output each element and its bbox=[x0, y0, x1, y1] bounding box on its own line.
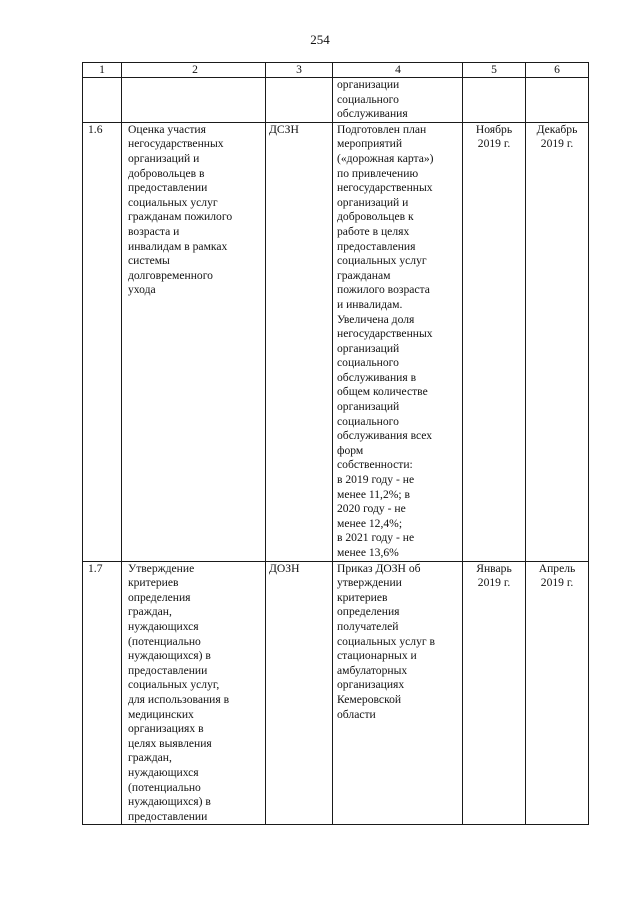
end-date-cell bbox=[526, 122, 589, 561]
text-line: организации bbox=[337, 78, 400, 91]
cont-cell-1 bbox=[83, 78, 122, 123]
text-line: граждан, bbox=[128, 605, 172, 619]
header-col-6: 6 bbox=[526, 63, 589, 78]
text-line: пожилого возраста bbox=[337, 283, 430, 297]
start-date-cell bbox=[463, 122, 526, 561]
text-line: работе в целях bbox=[337, 224, 410, 238]
text-line: организаций bbox=[337, 400, 400, 414]
text-line: добровольцев в bbox=[128, 166, 205, 180]
text-line: Январь bbox=[476, 561, 512, 575]
text-line: обслуживания всех bbox=[337, 429, 433, 443]
page-number: 254 bbox=[310, 32, 330, 47]
header-col-5: 5 bbox=[463, 63, 526, 78]
text-line: предоставлении bbox=[128, 809, 208, 823]
start-date-cell bbox=[463, 561, 526, 825]
text-line: 2019 г. bbox=[540, 137, 574, 151]
text-line: возраста и bbox=[128, 224, 180, 238]
event-name-cell bbox=[122, 561, 266, 825]
header-col-1: 1 bbox=[83, 63, 122, 78]
text-line: организаций bbox=[337, 341, 400, 355]
text-line: социальных услуг в bbox=[337, 634, 436, 648]
text-line: определения bbox=[337, 605, 400, 619]
text-line: области bbox=[337, 707, 376, 721]
text-line: Ноябрь bbox=[475, 122, 513, 136]
text-line: менее 12,4%; bbox=[337, 516, 403, 530]
cont-result-cell bbox=[333, 78, 463, 123]
cont-cell-6 bbox=[526, 78, 589, 123]
text-line: 2019 г. bbox=[477, 576, 511, 590]
text-line: ухода bbox=[128, 283, 156, 297]
text-line: 2019 г. bbox=[540, 576, 574, 590]
text-line: организациях в bbox=[128, 722, 204, 736]
text-line: долговременного bbox=[128, 268, 213, 282]
text-line: Увеличена доля bbox=[337, 312, 415, 326]
table-row-1-7 bbox=[83, 561, 589, 825]
text-line: в 2021 году - не bbox=[337, 531, 415, 545]
table-row-continuation bbox=[83, 78, 589, 123]
header-col-2: 2 bbox=[122, 63, 266, 78]
text-line: критериев bbox=[128, 576, 179, 590]
text-line: Утверждение bbox=[128, 561, 195, 575]
text-line: инвалидам в рамках bbox=[128, 239, 228, 253]
text-line: 2020 году - не bbox=[337, 502, 406, 516]
text-line: обслуживания в bbox=[337, 370, 417, 384]
text-line: предоставлении bbox=[128, 663, 208, 677]
cont-cell-3 bbox=[266, 78, 333, 123]
text-line: предоставления bbox=[337, 239, 416, 253]
table-header-row bbox=[83, 63, 589, 78]
text-line: определения bbox=[128, 590, 191, 604]
measures-table bbox=[82, 62, 589, 825]
executor-cell: ДОЗН bbox=[266, 561, 333, 825]
row-number: 1.6 bbox=[83, 122, 122, 561]
header-col-4: 4 bbox=[333, 63, 463, 78]
text-line: негосударственных bbox=[128, 137, 224, 151]
table-row-1-6 bbox=[83, 122, 589, 561]
text-line: менее 11,2%; в bbox=[337, 487, 410, 501]
cont-cell-2 bbox=[122, 78, 266, 123]
event-name-cell bbox=[122, 122, 266, 561]
text-line: социальных услуг bbox=[128, 195, 218, 209]
text-line: амбулаторных bbox=[337, 663, 408, 677]
text-line: получателей bbox=[337, 619, 399, 633]
text-line: утверждении bbox=[337, 576, 402, 590]
text-line: и инвалидам. bbox=[337, 297, 403, 311]
text-line: общем количестве bbox=[337, 385, 428, 399]
text-line: («дорожная карта») bbox=[337, 151, 434, 165]
row-number: 1.7 bbox=[83, 561, 122, 825]
result-cell bbox=[333, 561, 463, 825]
text-line: гражданам bbox=[337, 268, 391, 282]
text-line: организаций и bbox=[128, 151, 200, 165]
end-date-cell bbox=[526, 561, 589, 825]
text-line: Апрель bbox=[538, 561, 576, 575]
text-line: целях выявления bbox=[128, 736, 212, 750]
text-line: Кемеровской bbox=[337, 692, 402, 706]
text-line: мероприятий bbox=[337, 137, 403, 151]
text-line: Приказ ДОЗН об bbox=[337, 561, 421, 575]
text-line: Декабрь bbox=[536, 122, 578, 136]
text-line: обслуживания bbox=[337, 107, 408, 121]
text-line: организациях bbox=[337, 678, 405, 692]
text-line: нуждающихся bbox=[128, 765, 199, 779]
text-line: добровольцев к bbox=[337, 210, 414, 224]
text-line: для использования в bbox=[128, 692, 230, 706]
executor-cell: ДСЗН bbox=[266, 122, 333, 561]
text-line: (потенциально bbox=[128, 780, 201, 794]
text-line: 2019 г. bbox=[477, 137, 511, 151]
text-line: социальных услуг, bbox=[128, 678, 220, 692]
text-line: организаций и bbox=[337, 195, 409, 209]
text-line: менее 13,6% bbox=[337, 546, 399, 559]
text-line: социального bbox=[337, 414, 399, 428]
text-line: нуждающихся) в bbox=[128, 649, 211, 663]
text-line: форм bbox=[337, 443, 364, 457]
result-cell bbox=[333, 122, 463, 561]
text-line: нуждающихся) в bbox=[128, 795, 211, 809]
header-col-3: 3 bbox=[266, 63, 333, 78]
text-line: стационарных и bbox=[337, 649, 417, 663]
text-line: граждан, bbox=[128, 751, 172, 765]
text-line: Оценка участия bbox=[128, 122, 206, 136]
text-line: социальных услуг bbox=[337, 254, 427, 268]
text-line: Подготовлен план bbox=[337, 122, 427, 136]
text-line: критериев bbox=[337, 590, 388, 604]
text-line: (потенциально bbox=[128, 634, 201, 648]
text-line: нуждающихся bbox=[128, 619, 199, 633]
text-line: гражданам пожилого bbox=[128, 210, 233, 224]
cont-cell-5 bbox=[463, 78, 526, 123]
text-line: медицинских bbox=[128, 707, 194, 721]
text-line: негосударственных bbox=[337, 327, 433, 341]
text-line: системы bbox=[128, 254, 170, 268]
text-line: негосударственных bbox=[337, 181, 433, 195]
text-line: собственности: bbox=[337, 458, 413, 472]
text-line: социального bbox=[337, 92, 399, 106]
text-line: предоставлении bbox=[128, 181, 208, 195]
text-line: по привлечению bbox=[337, 166, 419, 180]
text-line: социального bbox=[337, 356, 399, 370]
text-line: в 2019 году - не bbox=[337, 473, 415, 487]
